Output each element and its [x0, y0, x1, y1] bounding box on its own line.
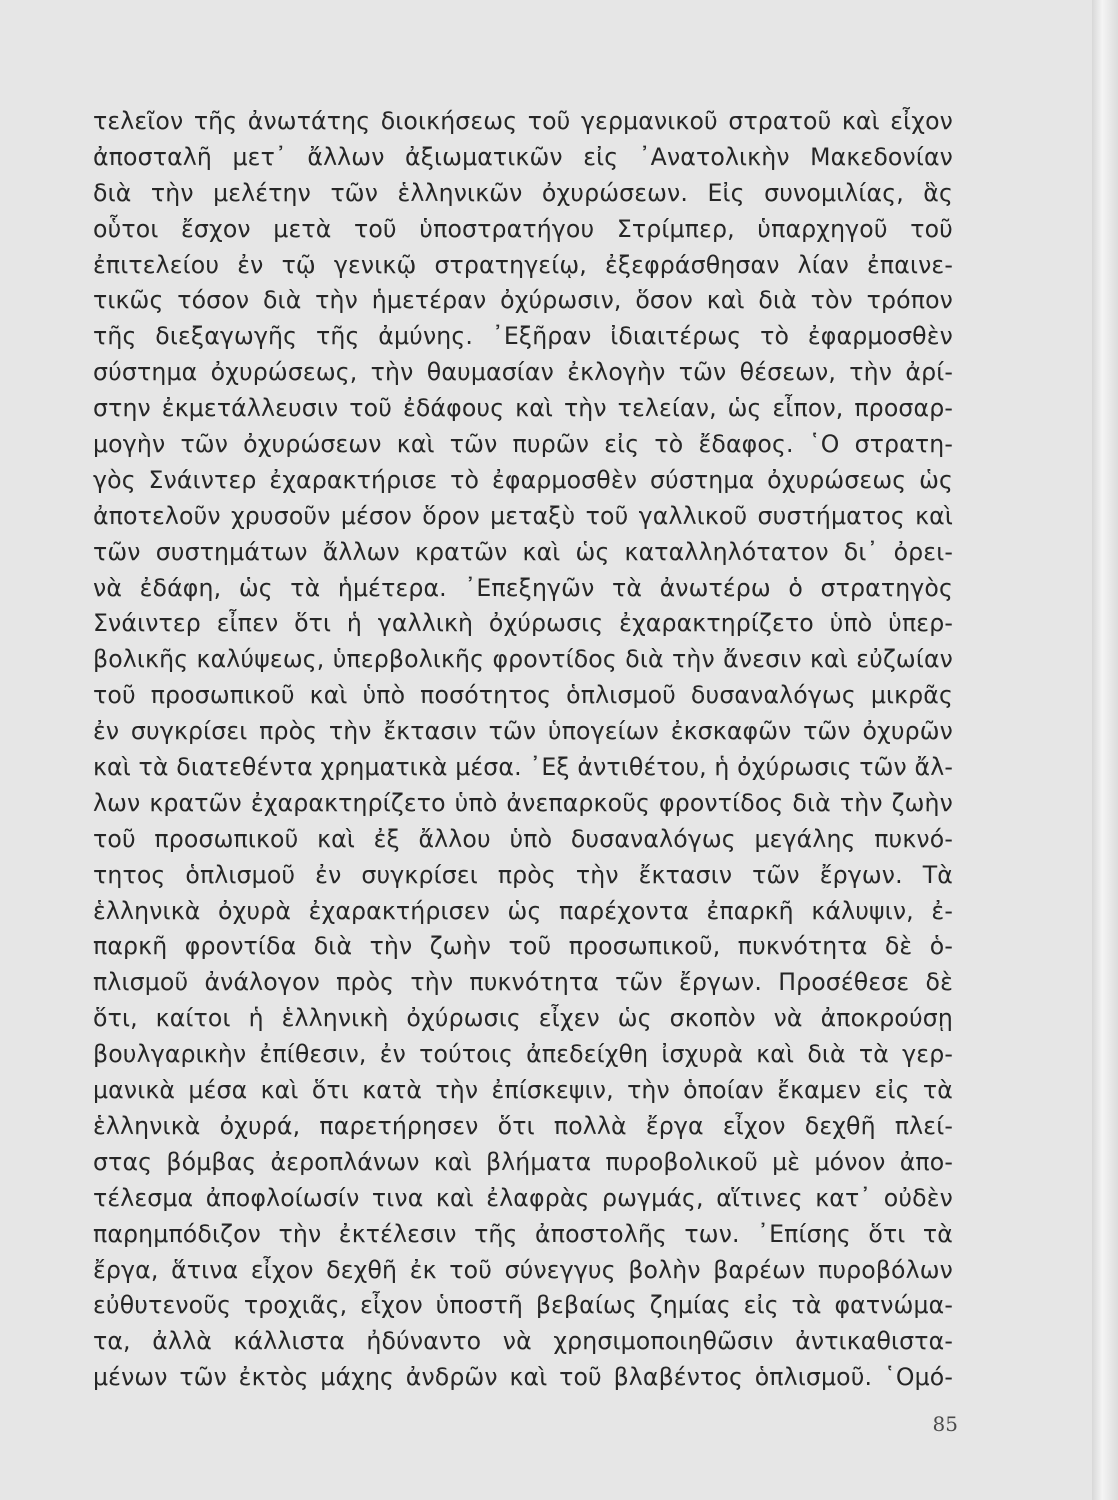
- text-line: παρημπόδιζον τὴν ἐκτέλεσιν τῆς ἀποστολῆς των. ᾽Επίσης ὅτι τὰ: [93, 1219, 953, 1248]
- text-line: διὰ τὴν μελέτην τῶν ἑλληνικῶν ὀχυρώσεων. Εἰς συνομιλίας, ἃς: [93, 178, 953, 207]
- text-line: ἀποσταλῆ μετ᾽ ἄλλων ἀξιωματικῶν εἰς ᾽Ανατολικὴν Μακεδονίαν: [93, 142, 953, 171]
- text-line: τοῦ προσωπικοῦ καὶ ἐξ ἄλλου ὑπὸ δυσαναλόγως μεγάλης πυκνό-: [93, 824, 953, 853]
- text-line: μανικὰ μέσα καὶ ὅτι κατὰ τὴν ἐπίσκεψιν, τὴν ὁποίαν ἔκαμεν εἰς τὰ: [93, 1076, 953, 1105]
- text-line: λων κρατῶν ἐχαρακτηρίζετο ὑπὸ ἀνεπαρκοῦς φροντίδος διὰ τὴν ζωὴν: [93, 788, 953, 817]
- text-line: ἀποτελοῦν χρυσοῦν μέσον ὅρον μεταξὺ τοῦ γαλλικοῦ συστήματος καὶ: [93, 501, 953, 530]
- text-line: τικῶς τόσον διὰ τὴν ἡμετέραν ὀχύρωσιν, ὅσον καὶ διὰ τὸν τρόπον: [93, 286, 953, 315]
- text-line: τα, ἀλλὰ κάλλιστα ἠδύναντο νὰ χρησιμοποιηθῶσιν ἀντικαθιστα-: [93, 1327, 953, 1356]
- page-edge: [1092, 0, 1118, 1500]
- text-line: ἐν συγκρίσει πρὸς τὴν ἔκτασιν τῶν ὑπογείων ἐκσκαφῶν τῶν ὀχυρῶν: [93, 717, 953, 746]
- text-line: μογὴν τῶν ὀχυρώσεων καὶ τῶν πυρῶν εἰς τὸ ἔδαφος. ῾Ο στρατη-: [93, 430, 953, 459]
- text-line: οὗτοι ἔσχον μετὰ τοῦ ὑποστρατήγου Στρίμπερ, ὑπαρχηγοῦ τοῦ: [93, 214, 953, 243]
- text-line: βουλγαρικὴν ἐπίθεσιν, ἐν τούτοις ἀπεδείχθη ἰσχυρὰ καὶ διὰ τὰ γερ-: [93, 1040, 953, 1069]
- text-line: γὸς Σνάιντερ ἐχαρακτήρισε τὸ ἐφαρμοσθὲν σύστημα ὀχυρώσεως ὡς: [93, 465, 953, 494]
- text-line: τέλεσμα ἀποφλοίωσίν τινα καὶ ἐλαφρὰς ρωγμάς, αἵτινες κατ᾽ οὐδὲν: [93, 1183, 953, 1212]
- text-line: ἐπιτελείου ἐν τῷ γενικῷ στρατηγείῳ, ἐξεφράσθησαν λίαν ἐπαινε-: [93, 250, 953, 279]
- text-line: Σνάιντερ εἶπεν ὅτι ἡ γαλλικὴ ὀχύρωσις ἐχαρακτηρίζετο ὑπὸ ὑπερ-: [93, 609, 953, 638]
- text-line: ἑλληνικὰ ὀχυρὰ ἐχαρακτήρισεν ὡς παρέχοντα ἐπαρκῆ κάλυψιν, ἐ-: [93, 896, 953, 925]
- text-line: μένων τῶν ἐκτὸς μάχης ἀνδρῶν καὶ τοῦ βλαβέντος ὁπλισμοῦ. ῾Ομό-: [93, 1363, 953, 1392]
- text-line: τῶν συστημάτων ἄλλων κρατῶν καὶ ὡς καταλληλότατον δι᾽ ὀρει-: [93, 537, 953, 566]
- text-line: ἔργα, ἅτινα εἶχον δεχθῆ ἐκ τοῦ σύνεγγυς βολὴν βαρέων πυροβόλων: [93, 1255, 953, 1284]
- text-line: καὶ τὰ διατεθέντα χρηματικὰ μέσα. ᾽Εξ ἀντιθέτου, ἡ ὀχύρωσις τῶν ἄλ-: [93, 753, 953, 782]
- text-line: βολικῆς καλύψεως, ὑπερβολικῆς φροντίδος διὰ τὴν ἄνεσιν καὶ εὐζωίαν: [93, 645, 953, 674]
- text-line: τῆς διεξαγωγῆς τῆς ἀμύνης. ᾽Εξῆραν ἰδιαιτέρως τὸ ἐφαρμοσθὲν: [93, 322, 953, 351]
- text-line: σύστημα ὀχυρώσεως, τὴν θαυμασίαν ἐκλογὴν τῶν θέσεων, τὴν ἀρί-: [93, 358, 953, 387]
- text-line: ὅτι, καίτοι ἡ ἑλληνικὴ ὀχύρωσις εἶχεν ὡς σκοπὸν νὰ ἀποκρούσῃ: [93, 1004, 953, 1033]
- text-line: στην ἐκμετάλλευσιν τοῦ ἐδάφους καὶ τὴν τελείαν, ὡς εἶπον, προσαρ-: [93, 394, 953, 423]
- text-line: ἑλληνικὰ ὀχυρά, παρετήρησεν ὅτι πολλὰ ἔργα εἶχον δεχθῆ πλεί-: [93, 1111, 953, 1140]
- text-line: πλισμοῦ ἀνάλογον πρὸς τὴν πυκνότητα τῶν ἔργων. Προσέθεσε δὲ: [93, 968, 953, 997]
- text-line: παρκῆ φροντίδα διὰ τὴν ζωὴν τοῦ προσωπικοῦ, πυκνότητα δὲ ὁ-: [93, 932, 953, 961]
- text-line: τοῦ προσωπικοῦ καὶ ὑπὸ ποσότητος ὁπλισμοῦ δυσαναλόγως μικρᾶς: [93, 681, 953, 710]
- text-line: τελεῖον τῆς ἀνωτάτης διοικήσεως τοῦ γερμανικοῦ στρατοῦ καὶ εἶχον: [93, 107, 953, 135]
- body-text: [93, 104, 953, 1396]
- text-line: νὰ ἐδάφη, ὡς τὰ ἡμέτερα. ᾽Επεξηγῶν τὰ ἀνωτέρω ὁ στρατηγὸς: [93, 573, 953, 602]
- text-line: εὐθυτενοῦς τροχιᾶς, εἶχον ὑποστῆ βεβαίως ζημίας εἰς τὰ φατνώμα-: [93, 1291, 953, 1320]
- page-number: 85: [932, 1412, 958, 1436]
- text-line: τητος ὁπλισμοῦ ἐν συγκρίσει πρὸς τὴν ἔκτασιν τῶν ἔργων. Τὰ: [93, 860, 953, 889]
- text-line: στας βόμβας ἀεροπλάνων καὶ βλήματα πυροβολικοῦ μὲ μόνον ἀπο-: [93, 1147, 953, 1176]
